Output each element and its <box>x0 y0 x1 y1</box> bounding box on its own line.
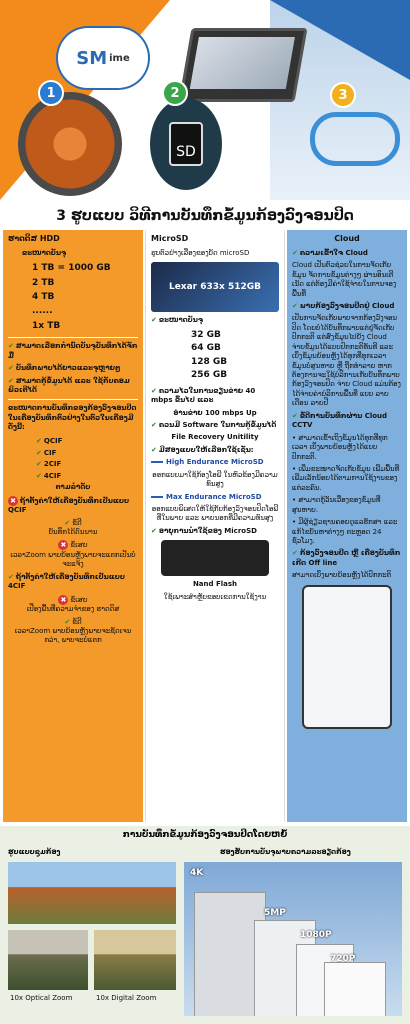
camera-desc: ເປັນການຈັດເກັບພາບຈາກກ້ອງວົງຈອນປິດ ໂດຍບໍ່ໄດ້ບັນທຶກພາບແຕ່ຢູ່ຈັດເກັບປົກກະຕິ ແຕ່ສົ່ງຂໍ້ມູນໄປຍັງ Cloud ຈ່າຍຂໍ້ມູນໄດ້ແບບປົກກະຕິທັນທີ ແລະ ເບິ່ງຂໍ້ມູນຍ້ອນຫຼັງໄດ້ທຸກທີ່ທຸກເວລາ ຂໍ້ມູນບໍ່ສູນຫາຍ ຫຼື ຖືກທຳລາຍ ຫາກຕ້ອງການຈະໃຊ້ບໍລິການເກັບບັນທຶກພາບກ້ອງວົງຈອນປິດ ຈ່າຍ Cloud ແມ່ນຕ້ອງໄດ້ຈ່າຍຄ່າບໍລິການພື້ນທີ່ ແບບ ລາຍເດືອນ ລາຍປີ <box>292 314 401 408</box>
hdd-cap: ...... <box>32 306 53 317</box>
cif4-bad: ເປືອງພື້ນທີ່ຄວາມຈຳຂອງ ຮາດດິສ <box>26 605 120 614</box>
understand-desc: Cloud ເປັນຕົວຊ່ວຍໃນການຈັດເກັບຂໍ້ມູນ ຈັດການຂໍ້ມູນຕ່າງໆ ຜ່ານອິນເຕີເນັດ ແຕ່ຕ້ອງມີຄ່າໃຊ້ຈ່າຍໃນການຈອງພື້ນທີ່ <box>292 261 397 298</box>
microsd-header: MicroSD <box>151 234 189 243</box>
qcif-bad-label: ຂໍ້ເສຍ <box>70 541 88 550</box>
type2: Max Endurance MicroSD <box>166 492 262 501</box>
check-icon: ✔ <box>36 448 42 457</box>
check-icon: ✔ <box>292 549 298 558</box>
thumbs-up-icon: ✔ <box>8 572 14 581</box>
badge-1: 1 <box>38 80 64 106</box>
check-icon: ✔ <box>36 460 42 469</box>
offline-desc: ສາມາດເບິ່ງພາບຍ້ອນຫຼັງໄດ້ປົກກະຕິ <box>292 571 392 580</box>
hdd-cap: 1 TB = 1000 GB <box>32 263 111 274</box>
nand-label: Nand Flash <box>192 580 238 589</box>
cloud-icon <box>310 112 400 166</box>
qcif-good: ບັນທຶກໄດ້ດົນນານ <box>48 528 98 536</box>
hero-banner <box>0 0 410 200</box>
digital-zoom-caption: 10x Digital Zoom <box>96 994 157 1002</box>
landscape-image <box>8 862 176 924</box>
check-icon: ✔ <box>8 342 14 351</box>
resolution-image <box>184 862 402 1016</box>
check-icon: ✔ <box>292 248 298 257</box>
cif4-good: ເວລາZoom ພາບຍ້ອນຫຼັງພາບຈະຊັດເຈນກວ່າ, ພາບຈະບໍ່ແຕກ <box>14 626 132 645</box>
building <box>324 962 386 1016</box>
benefit-item: ມີຜູ້ຊ່ຽວຊານຄອຍດູແລຮັກສາ ແລະ ແກ້ໄຂບັນຫາຕ່າງໆ ຕະຫຼອດ 24 ຊົ່ວໂມງ. <box>292 518 398 546</box>
check-icon: ✔ <box>36 436 42 445</box>
sd-card-label: SD <box>169 122 203 166</box>
dash-icon <box>151 461 163 463</box>
nand-chip-image <box>161 540 269 576</box>
check-icon: ✔ <box>8 376 14 385</box>
cif4-good-label: ຂໍ້ດີ <box>72 617 82 626</box>
type1: High Endurance MicroSD <box>166 458 264 467</box>
digital-zoom-image <box>94 930 176 990</box>
check-icon: ✔ <box>64 617 71 626</box>
phone-screenshot <box>302 585 392 729</box>
microsd-card-image <box>151 262 279 312</box>
dash-icon <box>151 496 163 498</box>
microsd-cap: 32 GB <box>191 329 221 340</box>
microsd-cap: 128 GB <box>191 356 228 367</box>
cif4-bad-label: ຂໍ້ເສຍ <box>70 595 88 604</box>
logo-text: SM <box>76 47 108 69</box>
x-icon: ✖ <box>58 595 68 605</box>
check-icon: ✔ <box>36 472 42 481</box>
mode-item: QCIF <box>43 436 63 445</box>
laptop-image <box>178 28 307 102</box>
type2-desc: ອອກແບບພິເສດໃຫ້ໃຊ້ກັບກ້ອງວົງຈອນປິດໂອພີ ທີ່ໃນພາຍ ແລະ ພາຍນອກທີ່ມີຄວາມທົນສູງ <box>151 505 279 523</box>
mode-item: 4CIF <box>43 472 62 481</box>
mode-item: CIF <box>43 448 57 457</box>
hdd-column <box>3 230 143 822</box>
logo-suffix: ime <box>109 52 130 64</box>
check-icon: ✔ <box>151 445 157 454</box>
type1-desc: ອອກແບບມາໃຊ້ກ້ອງໂອພີ ໃນຫົວຂ້ອງມີຄວາມທົນສູງ <box>152 470 278 489</box>
optical-zoom-image <box>8 930 88 990</box>
check-icon: ✔ <box>64 518 71 527</box>
hdd-icon <box>18 92 122 196</box>
hdd-capacity-label: ຂະໜາດບັນຈຸ <box>22 248 67 257</box>
brand-logo <box>58 28 148 88</box>
mode-intro: ຂະໜາດການບັນທຶກຂອງກ້ອງວົງຈອນປິດ ໃນເຄື່ອງບັນທຶກຕົວຢ່າງໃນຕົວໃນເຄື່ອງມີດັ່ງນີ້: <box>8 404 137 432</box>
check-icon: ✔ <box>292 301 298 310</box>
microsd-speed: ຄວາມໄວໃນການຂຽນຂ່າຍ 40 mbps ຂຶ້ນໄປ ແລະ <box>151 386 256 405</box>
hdd-cap: 2 TB <box>32 277 55 288</box>
qcif-title: ຖ້າຕັ້ງຄ່າໃຫ້ເຄື່ອງບັນທຶກເປັນແບບ QCIF <box>8 496 130 515</box>
check-icon: ✔ <box>151 386 157 395</box>
badge-2: 2 <box>162 80 188 106</box>
camera-title: ພາບກ້ອງວົງຈອນປິດຢູ່ Cloud <box>299 301 395 310</box>
x-icon: ✖ <box>58 540 68 550</box>
card-text: Lexar 633x 512GB <box>168 282 262 293</box>
microsd-column <box>145 230 285 822</box>
summary-section <box>0 826 410 1024</box>
understand-title: ຄວາມເຂົ້າໃຈ Cloud <box>299 248 368 257</box>
res-5mp: 5MP <box>264 908 286 918</box>
check-icon: ✔ <box>292 411 298 420</box>
qcif-bad: ເວລາZoom ພາບຍ້ອນຫຼັງພາບຈະແຕກເປັນບໍ່ຈະແຈ້ງ <box>10 550 136 569</box>
zoom-label: ຮູບແບບຊູມກ້ອງ <box>8 848 61 856</box>
microsd-example: ຮູບຕົວຢ່າງເລື່ອງຂອງບັດ microSD <box>151 248 250 257</box>
hdd-header: ຮາດດິສ HDD <box>8 234 60 243</box>
software-title: ຄວນມີ Software ໃນການກູ້ຂໍ້ມູນໄດ້ <box>158 420 277 429</box>
res-4k: 4K <box>190 868 204 878</box>
check-icon: ✔ <box>8 364 14 373</box>
hdd-feature: ບັນທຶກພາບໄດ້ຍາວແລະຈຸຫຼາຍໆ <box>15 364 121 373</box>
types-title: ມີສອງແບບໃຫ້ເລືອກໃຊ້ເຊັ່ນ: <box>158 445 254 454</box>
microsd-speed2: ອ່ານຂ່າຍ 100 mbps Up <box>173 408 257 417</box>
hdd-cap: 4 TB <box>32 292 55 303</box>
cloud-column: Cloud ✔ ຄວາມເຂົ້າໃຈ Cloud Cloud ເປັນຕົວຊ່ວຍໃນການຈັດເກັບຂໍ້ມູນ ຈັດການຂໍ້ມູນຕ່າງໆ ຜ່ານອິນເຕີເນັດ ແຕ່ຕ້ອງມີຄ່າໃຊ້ຈ່າຍໃນການຈອງພື້ນທີ່ ✔ ພາບກ້ອງວົງຈອນປິດຢູ່ Cloud ເປັນການຈັດເກັບພາບຈາກກ້ອງວົງຈອນປິດ ໂດຍບໍ່ໄດ້ບັນທຶກພາບແຕ່ຢູ່ຈັດເກັບປົກກະຕິ ແຕ່ສົ່ງຂໍ້ມູນໄປຍັງ Cloud ຈ່າຍຂໍ້ມູນໄດ້ແບບປົກກະຕິທັນທີ ແລະ ເບິ່ງຂໍ້ມູນຍ້ອນຫຼັງໄດ້ທຸກທີ່ທຸກເວລາ ຂໍ້ມູນບໍ່ສູນຫາຍ ຫຼື ຖືກທຳລາຍ ຫາກຕ້ອງການຈະໃຊ້ບໍລິການເກັບບັນທຶກພາບກ້ອງວົງຈອນປິດ ຈ່າຍ Cloud ແມ່ນຕ້ອງໄດ້ຈ່າຍຄ່າບໍລິການພື້ນທີ່ ແບບ ລາຍເດືອນ ລາຍປີ ✔ ຂໍ້ດີການບັນທຶກຜ່ານ Cloud CCTV • ສາມາດເຂົ້າເຖິງຂໍ້ມູນໄດ້ທຸກທີ່ທຸກເວລາ ເບິ່ງພາບຍ້ອນຫຼັງໄດ້ແບບປົກກະຕິ. • ເພີ່ມຂະໜາດຈັດເກັບຂໍ້ມູນ ເພີ່ມພື້ນທີ່ ເພີ່ມເລັກນ້ອຍໄດ້ຕາມການໃຊ້ງານຂອງແຕ່ລະຄົນ. • ສາມາດກູ້ວັນເວື່ອງຂອງຂໍ້ມູນທີ່ສູນຫາຍ. • ມີຜູ້ຊ່ຽວຊານຄອຍດູແລຮັກສາ ແລະ ແກ້ໄຂບັນຫາຕ່າງໆ ຕະຫຼອດ 24 ຊົ່ວໂມງ. ✔ ກ້ອງວົງຈອນປິດ ຫຼື ເຄື່ອງບັນທຶກເກີດ Off line ສາມາດເບິ່ງພາບຍ້ອນຫຼັງໄດ້ປົກກະຕິ <box>287 230 407 822</box>
software-name: File Recovery Unitility <box>171 433 259 442</box>
res-1080p: 1080P <box>300 930 332 940</box>
benefit-item: ສາມາດເຂົ້າເຖິງຂໍ້ມູນໄດ້ທຸກທີ່ທຸກເວລາ ເບິ່ງພາບຍ້ອນຫຼັງໄດ້ແບບປົກກະຕິ. <box>292 433 388 461</box>
qcif-good-label: ຂໍ້ດີ <box>72 518 82 527</box>
hdd-feature: ສາມາດເລືອກກຳນົດບັນຈຸບັນທຶກໄດ້ຈັກມື້ <box>8 342 138 360</box>
page-title: 3 ຮູບແບບ ວິທີການບັນທຶກຂໍ້ມູນກ້ອງວົງຈອນປິດ <box>56 208 354 224</box>
badge-3: 3 <box>330 82 356 108</box>
summary-title: ການບັນທຶກຂໍ້ມູນກ້ອງວົງຈອນປິດໂດຍຫຍໍ້ <box>122 830 288 840</box>
microsd-capacity-label: ຂະໜາດບັນຈຸ <box>158 316 204 325</box>
cif4-title: ຖ້າຕັ້ງຄ່າໃຫ້ເຄື່ອງບັນທຶກເປັນແບບ 4CIF <box>8 572 125 591</box>
res-720p: 720P <box>330 954 356 964</box>
benefit-title: ຂໍ້ດີການບັນທຶກຜ່ານ Cloud CCTV <box>292 411 388 430</box>
optical-zoom-caption: 10x Optical Zoom <box>10 994 73 1002</box>
life-title: ອາຍຸການນຳໃຊ້ຂອງ MicroSD <box>158 526 257 535</box>
check-icon: ✔ <box>151 420 157 429</box>
resolution-label: ຮອງຮັບການບັນຈຸພາບຄວາມລະອຽດກ້ອງ <box>220 848 351 856</box>
offline-title: ກ້ອງວົງຈອນປິດ ຫຼື ເຄື່ອງບັນທຶກເກີດ Off line <box>292 549 401 567</box>
sd-card-icon <box>150 98 222 190</box>
nand-desc: ໃຊ້ເພາະສຳຫຼັບຂອບເຂດການໃຊ້ງານ <box>163 592 267 601</box>
benefit-item: ສາມາດກູ້ວັນເວື່ອງຂອງຂໍ້ມູນທີ່ສູນຫາຍ. <box>292 496 381 514</box>
example-label: ຕາມລຳດັບ <box>55 483 91 492</box>
thumbs-down-icon: ✖ <box>8 496 18 506</box>
microsd-cap: 64 GB <box>191 343 221 354</box>
check-icon: ✔ <box>151 316 157 325</box>
hdd-feature: ສາມາດກູ້ຂໍ້ມູນໄດ້ ແລະ ໃຊ້ກັບຄອມພິວເຕີໄດ້ <box>8 376 130 394</box>
hdd-cap: 1x TB <box>32 320 61 331</box>
benefit-item: ເພີ່ມຂະໜາດຈັດເກັບຂໍ້ມູນ ເພີ່ມພື້ນທີ່ ເພີ່ມເລັກນ້ອຍໄດ້ຕາມການໃຊ້ງານຂອງແຕ່ລະຄົນ. <box>292 464 400 492</box>
mode-item: 2CIF <box>43 460 62 469</box>
microsd-cap: 256 GB <box>191 370 228 381</box>
check-icon: ✔ <box>151 526 157 535</box>
cloud-header: Cloud <box>334 234 360 243</box>
